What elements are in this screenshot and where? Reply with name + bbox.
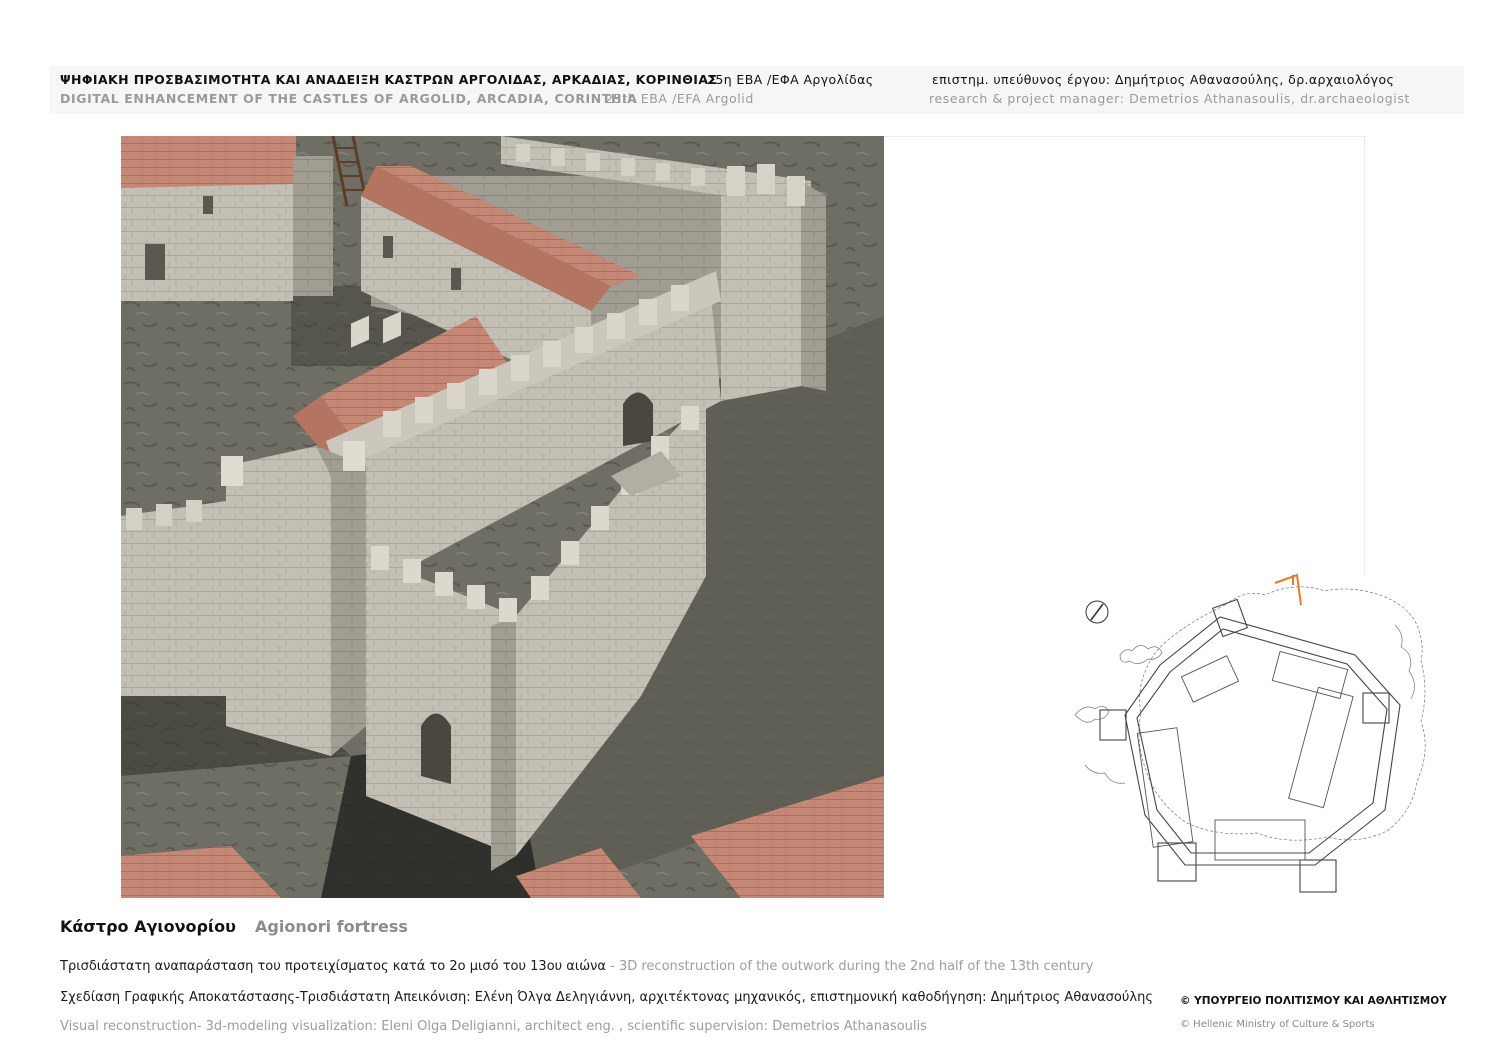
caption-credits-gr: Σχεδίαση Γραφικής Αποκατάστασης-Τρισδιάστατη Απεικόνιση: Ελένη Όλγα Δεληγιάννη, αρχιτέκτονας μηχανικός, επιστημονική καθοδήγηση: Δημήτριος Αθανασούλης xyxy=(60,990,1153,1005)
outwork-gate-arch xyxy=(421,714,451,785)
north-arrow-icon xyxy=(1086,601,1108,623)
ministry-name-gr: © ΥΠΟΥΡΓΕΙΟ ΠΟΛΙΤΙΣΜΟΥ ΚΑΙ ΑΘΛΗΤΙΣΜΟΥ xyxy=(1180,995,1447,1007)
site-plan-drawing xyxy=(1065,565,1445,900)
frame-top-line xyxy=(884,136,1364,137)
inner-buildings xyxy=(1137,651,1353,860)
caption-title-en: Agionori fortress xyxy=(255,917,408,936)
ministry-name-en: © Hellenic Ministry of Culture & Sports xyxy=(1180,1019,1375,1030)
caption-description-en: - 3D reconstruction of the outwork during the 2nd half of the 13th century xyxy=(610,959,1094,974)
caption-description-line xyxy=(60,959,1093,974)
castle-walls xyxy=(1100,599,1400,892)
left-square-tower xyxy=(221,441,366,756)
header-title-gr: ΨΗΦΙΑΚΗ ΠΡΟΣΒΑΣΙΜΟΤΗΤΑ ΚΑΙ ΑΝΑΔΕΙΞΗ ΚΑΣΤΡΩΝ ΑΡΓΟΛΙΔΑΣ, ΑΡΚΑΔΙΑΣ, ΚΟΡΙΝΘΙΑΣ xyxy=(60,72,718,87)
caption-description-gr: Τρισδιάστατη αναπαράσταση του προτειχίσματος κατά το 2ο μισό του 13ου αιώνα xyxy=(60,959,606,974)
building-top-left xyxy=(121,136,333,301)
header-manager-en: research & project manager: Demetrios Athanasoulis, dr.archaeologist xyxy=(929,91,1410,106)
corner-tower xyxy=(721,164,826,401)
site-plan xyxy=(1065,565,1445,900)
header-ephorate-en: 25th EBA /EFA Argolid xyxy=(605,91,754,106)
left-wall-segment xyxy=(121,500,226,696)
header-title-en: DIGITAL ENHANCEMENT OF THE CASTLES OF ARGOLID, ARCADIA, CORINTHIA xyxy=(60,91,638,106)
upper-gate-arch xyxy=(623,393,653,447)
header-ephorate-gr: 25η ΕΒΑ /ΕΦΑ Αργολίδας xyxy=(707,72,874,87)
caption-credits-en: Visual reconstruction- 3d-modeling visualization: Eleni Olga Deligianni, architect eng. , scientific supervision: Demetrios Athanasoulis xyxy=(60,1019,927,1034)
header-manager-gr: επιστημ. υπεύθυνος έργου: Δημήτριος Αθανασούλης, δρ.αρχαιολόγος xyxy=(932,72,1395,87)
caption-title-gr: Κάστρο Αγιονορίου xyxy=(60,917,236,936)
fortress-render-illustration xyxy=(121,136,884,898)
frame-right-line xyxy=(1364,136,1365,576)
fortress-render xyxy=(121,136,884,898)
